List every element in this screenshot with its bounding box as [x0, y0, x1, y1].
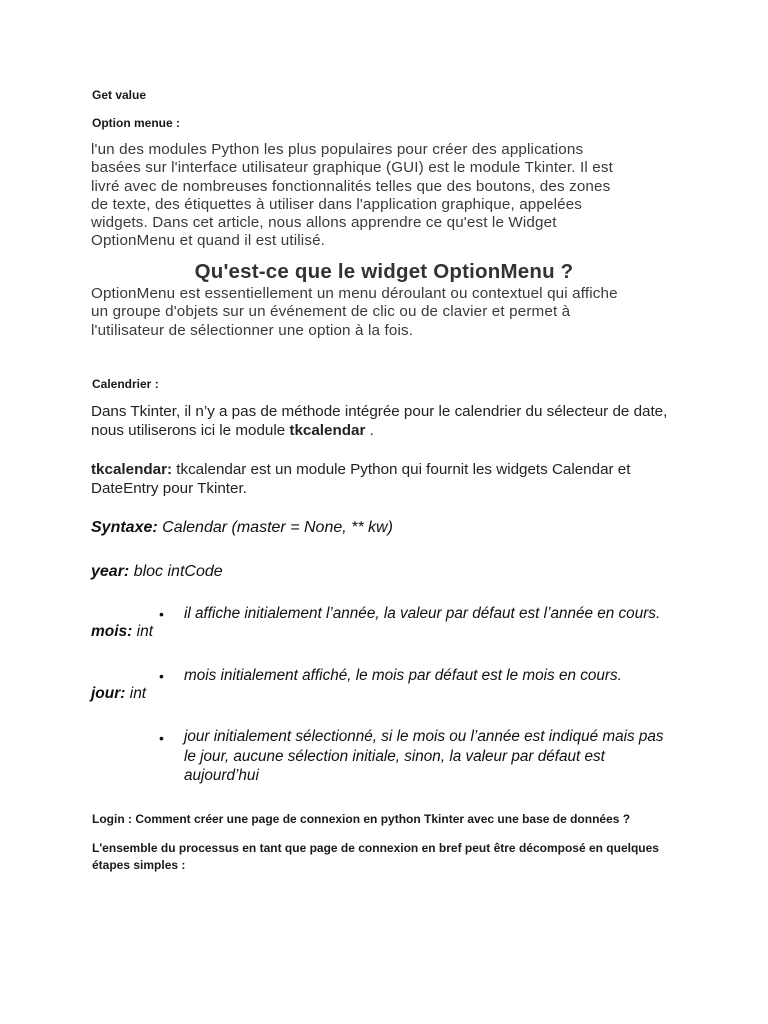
bullet-mois-description: mois initialement affiché, le mois par défaut est le mois en cours.	[184, 667, 622, 684]
syntaxe-line	[91, 519, 393, 537]
login-line-2: étapes simples :	[92, 858, 186, 872]
tkcalendar-line-1	[91, 461, 630, 480]
calendrier-line-1: Dans Tkinter, il n’y a pas de méthode intégrée pour le calendrier du sélecteur de date,	[91, 403, 668, 420]
intro-line: basées sur l'interface utilisateur graphique (GUI) est le module Tkinter. Il est	[91, 159, 613, 177]
bullet-jour-line: jour initialement sélectionné, si le mois ou l’année est indiqué mais pas	[184, 728, 664, 745]
jour-line	[91, 685, 146, 703]
intro-line: livré avec de nombreuses fonctionnalités telles que des boutons, des zones	[91, 177, 611, 195]
year-label: year:	[91, 563, 130, 580]
intro-line: OptionMenu et quand il est utilisé.	[91, 232, 326, 250]
bullet-year-description: il affiche initialement l’année, la valeur par défaut est l’année en cours.	[184, 605, 661, 622]
calendrier-line-2	[91, 422, 667, 441]
bullet-marker: •	[159, 668, 164, 684]
calendrier-title: Calendrier :	[92, 377, 159, 391]
optionmenu-heading: Qu'est-ce que le widget OptionMenu ?	[194, 260, 574, 283]
calendrier-line-2-suffix: .	[365, 421, 374, 439]
optionmenu-paragraph	[91, 285, 618, 340]
bullet-marker: •	[159, 606, 164, 622]
jour-label: jour:	[91, 685, 126, 702]
syntaxe-value: Calendar (master = None, ** kw)	[157, 519, 393, 536]
tkcalendar-paragraph	[91, 461, 630, 498]
calendrier-line-2-prefix: nous utiliserons ici le module	[91, 421, 290, 439]
bullet-jour-line: le jour, aucune sélection initiale, sinon, la valeur par défaut est	[184, 747, 605, 765]
mois-label: mois:	[91, 623, 133, 640]
intro-paragraph	[91, 141, 613, 251]
optionmenu-line: OptionMenu est essentiellement un menu déroulant ou contextuel qui affiche	[91, 285, 618, 302]
login-title: Login : Comment créer une page de connexion en python Tkinter avec une base de données ?	[92, 812, 631, 826]
tkcalendar-line-2: DateEntry pour Tkinter.	[91, 479, 247, 497]
mois-value: int	[132, 623, 154, 640]
bullet-jour-description	[184, 727, 664, 786]
jour-value: int	[125, 685, 147, 702]
bullet-marker: •	[159, 730, 164, 746]
year-line	[91, 563, 223, 581]
optionmenu-line: l'utilisateur de sélectionner une option à la fois.	[91, 321, 414, 339]
intro-line: widgets. Dans cet article, nous allons apprendre ce qu'est le Widget	[91, 214, 557, 232]
year-value: bloc intCode	[129, 563, 223, 580]
login-line-1: L'ensemble du processus en tant que page de connexion en bref peut être décomposé en quelques	[92, 841, 659, 855]
intro-line: de texte, des étiquettes à utiliser dans l'application graphique, appelées	[91, 195, 583, 213]
tkcalendar-description: tkcalendar est un module Python qui fournit les widgets Calendar et	[172, 461, 631, 478]
mois-line	[91, 623, 153, 641]
tkcalendar-module-name: tkcalendar	[289, 421, 366, 439]
calendrier-paragraph	[91, 403, 667, 440]
bullet-jour-line: aujourd’hui	[184, 767, 259, 784]
syntaxe-label: Syntaxe:	[91, 519, 158, 536]
login-paragraph	[92, 840, 659, 874]
tkcalendar-label: tkcalendar:	[91, 461, 173, 478]
get-value-heading: Get value	[92, 88, 147, 102]
optionmenu-line: un groupe d'objets sur un événement de clic ou de clavier et permet à	[91, 303, 571, 321]
intro-line: l'un des modules Python les plus populaires pour créer des applications	[91, 141, 584, 158]
option-menu-title: Option menue :	[92, 116, 180, 130]
